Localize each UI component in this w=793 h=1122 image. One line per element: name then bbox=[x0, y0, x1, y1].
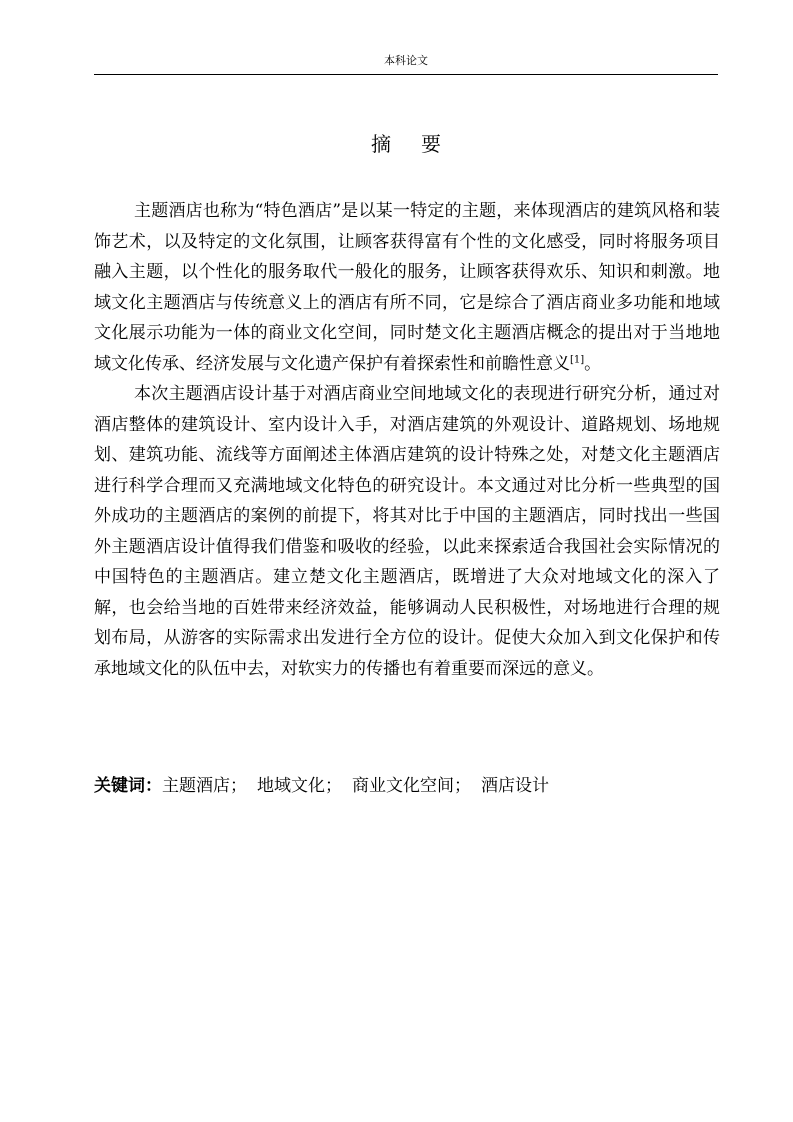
keywords-label: 关键词： bbox=[94, 776, 162, 796]
paragraph-text: 主题酒店也称为“特色酒店”是以某一特定的主题，来体现酒店的建筑风格和装饰艺术，以及特定的文化氛围，让顾客获得富有个性的文化感受，同时将服务项目融入主题，以个性化的服务取代一般化的服务，让顾客获得欢乐、知识和刺激。地域文化主题酒店与传统意义上的酒店有所不同，它是综合了酒店商业多功能和地域文化展示功能为一体的商业文化空间，同时楚文化主题酒店概念的提出对于当地地域文化传承、经济发展与文化遗产保护有着探索性和前瞻性意义 bbox=[94, 201, 720, 374]
abstract-title: 摘要 bbox=[371, 132, 471, 156]
keyword-item: 主题酒店； bbox=[162, 776, 247, 796]
abstract-paragraph-1 bbox=[94, 196, 720, 379]
running-title: 本科论文 bbox=[384, 54, 428, 67]
abstract-body bbox=[94, 196, 720, 684]
keywords-line bbox=[94, 772, 720, 800]
citation-marker: [1] bbox=[570, 353, 585, 365]
keyword-item: 地域文化； bbox=[257, 776, 342, 796]
paragraph-tail: 。 bbox=[584, 353, 602, 374]
keyword-item: 商业文化空间； bbox=[352, 776, 471, 796]
abstract-paragraph-2: 本次主题酒店设计基于对酒店商业空间地域文化的表现进行研究分析，通过对酒店整体的建筑设计、室内设计入手，对酒店建筑的外观设计、道路规划、场地规划、建筑功能、流线等方面阐述主体酒店建筑的设计特殊之处，对楚文化主题酒店进行科学合理而又充满地域文化特色的研究设计。本文通过对比分析一些典型的国外成功的主题酒店的案例的前提下，将其对比于中国的主题酒店，同时找出一些国外主题酒店设计值得我们借鉴和吸收的经验，以此来探索适合我国社会实际情况的中国特色的主题酒店。建立楚文化主题酒店，既增进了大众对地域文化的深入了解，也会给当地的百姓带来经济效益，能够调动人民积极性，对场地进行合理的规划布局，从游客的实际需求出发进行全方位的设计。促使大众加入到文化保护和传承地域文化的队伍中去，对软实力的传播也有着重要而深远的意义。 bbox=[94, 384, 720, 679]
keyword-item: 酒店设计 bbox=[481, 776, 549, 796]
page-header bbox=[94, 54, 718, 75]
